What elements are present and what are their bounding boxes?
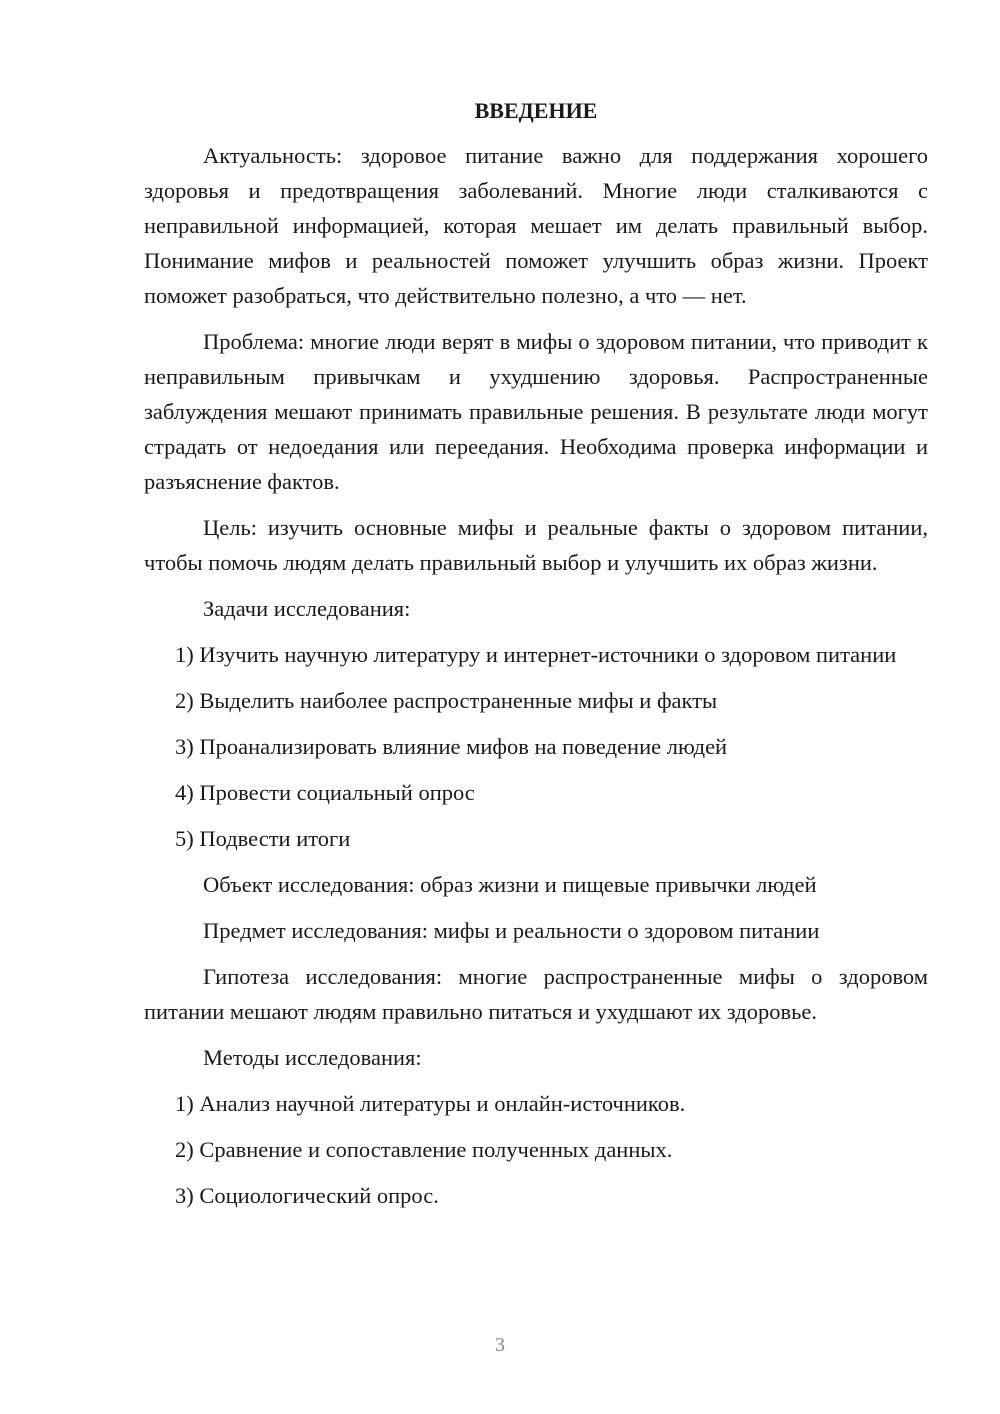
relevance-paragraph: Актуальность: здоровое питание важно для поддержания хорошего здоровья и предотвращения заболеваний. Многие люди сталкиваются с неправильной информацией, которая мешает им делать правильный выбор. Понимание мифов и реальностей поможет улучшить образ жизни. Проект поможет разобраться, что действительно полезно, а что — нет.: [144, 143, 928, 308]
tasks-heading: Задачи исследования:: [203, 596, 411, 621]
task-item: 3) Проанализировать влияние мифов на поведение людей: [175, 734, 728, 759]
methods-heading: Методы исследования:: [203, 1045, 422, 1070]
hypothesis-paragraph: Гипотеза исследования: многие распространенные мифы о здоровом питании мешают людям правильно питаться и ухудшают их здоровье.: [144, 964, 928, 1024]
goal-paragraph: Цель: изучить основные мифы и реальные факты о здоровом питании, чтобы помочь людям делать правильный выбор и улучшить их образ жизни.: [144, 515, 928, 575]
problem-paragraph: Проблема: многие люди верят в мифы о здоровом питании, что приводит к неправильным привычкам и ухудшению здоровья. Распространенные заблуждения мешают принимать правильные решения. В результате люди могут страдать от недоедания или переедания. Необходима проверка информации и разъяснение фактов.: [144, 329, 928, 494]
page-number: 3: [495, 1334, 505, 1356]
method-item: 1) Анализ научной литературы и онлайн-источников.: [175, 1091, 686, 1116]
method-item: 2) Сравнение и сопоставление полученных данных.: [175, 1137, 673, 1162]
task-item: 4) Провести социальный опрос: [175, 780, 475, 805]
page-content: [144, 96, 928, 1224]
subject-paragraph: Предмет исследования: мифы и реальности о здоровом питании: [203, 918, 820, 943]
section-title: ВВЕДЕНИЕ: [474, 98, 598, 123]
task-item: 1) Изучить научную литературу и интернет-источники о здоровом питании: [175, 642, 897, 667]
object-paragraph: Объект исследования: образ жизни и пищевые привычки людей: [203, 872, 817, 897]
method-item: 3) Социологический опрос.: [175, 1183, 439, 1208]
task-item: 2) Выделить наиболее распространенные мифы и факты: [175, 688, 718, 713]
task-item: 5) Подвести итоги: [175, 826, 351, 851]
